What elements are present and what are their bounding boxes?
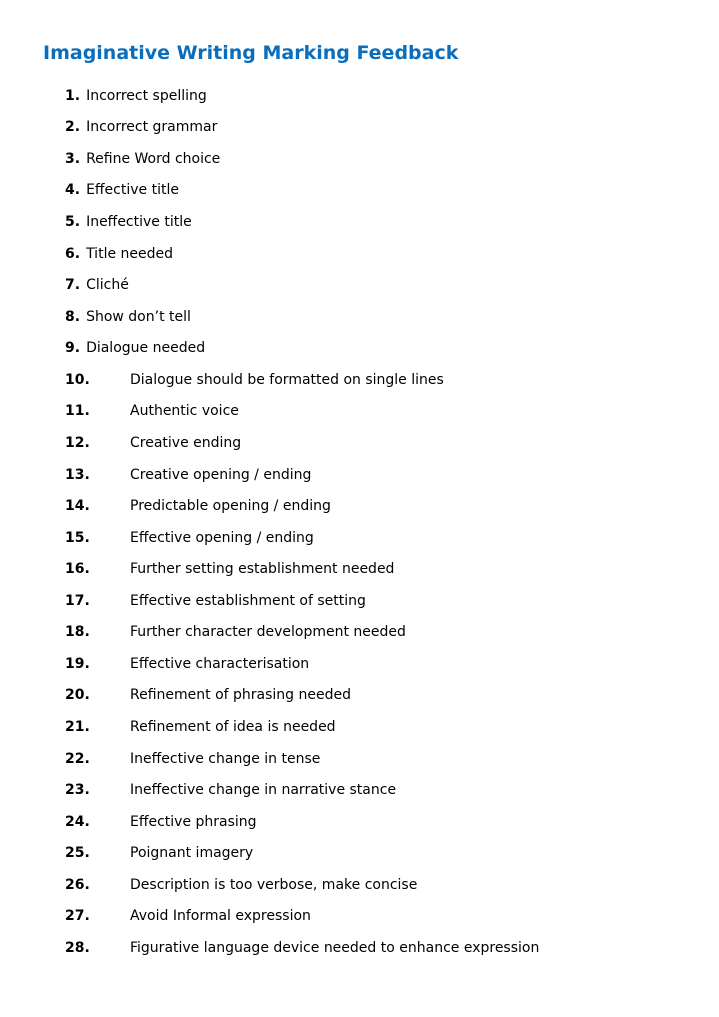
item-number: 25. bbox=[65, 845, 90, 862]
list-item bbox=[65, 364, 539, 396]
list-item bbox=[65, 80, 539, 112]
page-title: Imaginative Writing Marking Feedback bbox=[43, 42, 459, 64]
item-text: Effective opening / ending bbox=[130, 529, 314, 546]
list-item bbox=[65, 490, 539, 522]
item-text: Ineffective change in tense bbox=[130, 750, 321, 767]
item-text: Dialogue should be formatted on single lines bbox=[130, 371, 444, 388]
list-item bbox=[65, 869, 539, 901]
item-number: 27. bbox=[65, 908, 90, 925]
item-number: 5. bbox=[65, 214, 81, 231]
item-number: 28. bbox=[65, 939, 90, 956]
item-number: 8. bbox=[65, 308, 81, 325]
list-item bbox=[65, 743, 539, 775]
item-text: Incorrect spelling bbox=[86, 87, 207, 104]
item-text: Cliché bbox=[86, 277, 129, 294]
list-item bbox=[65, 143, 539, 175]
item-number: 6. bbox=[65, 245, 81, 262]
item-text: Effective phrasing bbox=[130, 813, 257, 830]
item-text: Further setting establishment needed bbox=[130, 561, 395, 578]
item-text: Predictable opening / ending bbox=[130, 498, 331, 515]
list-item bbox=[65, 333, 539, 365]
list-item bbox=[65, 206, 539, 238]
item-text: Effective characterisation bbox=[130, 655, 310, 672]
item-number: 18. bbox=[65, 624, 90, 641]
list-item bbox=[65, 175, 539, 207]
list-item bbox=[65, 459, 539, 491]
list-item bbox=[65, 648, 539, 680]
item-number: 21. bbox=[65, 719, 90, 736]
list-item bbox=[65, 932, 539, 964]
item-number: 23. bbox=[65, 782, 90, 799]
list-item bbox=[65, 585, 539, 617]
item-text: Authentic voice bbox=[130, 403, 239, 420]
list-item bbox=[65, 522, 539, 554]
item-number: 1. bbox=[65, 87, 81, 104]
item-number: 2. bbox=[65, 119, 81, 136]
item-text: Ineffective change in narrative stance bbox=[130, 782, 397, 799]
item-text: Refinement of phrasing needed bbox=[130, 687, 351, 704]
item-text: Creative ending bbox=[130, 434, 242, 451]
item-number: 22. bbox=[65, 750, 90, 767]
item-text: Description is too verbose, make concise bbox=[130, 876, 418, 893]
list-item bbox=[65, 711, 539, 743]
list-item bbox=[65, 617, 539, 649]
list-item bbox=[65, 238, 539, 270]
list-item bbox=[65, 553, 539, 585]
item-text: Show don’t tell bbox=[86, 308, 191, 325]
list-item bbox=[65, 269, 539, 301]
item-number: 19. bbox=[65, 655, 90, 672]
list-item bbox=[65, 301, 539, 333]
item-number: 13. bbox=[65, 466, 90, 483]
item-text: Refinement of idea is needed bbox=[130, 719, 336, 736]
list-item bbox=[65, 680, 539, 712]
item-text: Poignant imagery bbox=[130, 845, 254, 862]
item-text: Effective establishment of setting bbox=[130, 592, 366, 609]
list-item bbox=[65, 112, 539, 144]
item-number: 10. bbox=[65, 371, 90, 388]
item-text: Dialogue needed bbox=[86, 340, 206, 357]
item-text: Further character development needed bbox=[130, 624, 406, 641]
item-number: 7. bbox=[65, 277, 81, 294]
list-item bbox=[65, 838, 539, 870]
item-text: Figurative language device needed to enhance expression bbox=[130, 939, 540, 956]
item-text: Avoid Informal expression bbox=[130, 908, 311, 925]
item-text: Creative opening / ending bbox=[130, 466, 312, 483]
item-number: 3. bbox=[65, 150, 81, 167]
item-number: 16. bbox=[65, 561, 90, 578]
item-number: 4. bbox=[65, 182, 81, 199]
item-text: Incorrect grammar bbox=[86, 119, 218, 136]
item-number: 14. bbox=[65, 498, 90, 515]
list-item bbox=[65, 774, 539, 806]
item-number: 20. bbox=[65, 687, 90, 704]
feedback-list bbox=[65, 80, 539, 964]
list-item bbox=[65, 901, 539, 933]
item-number: 11. bbox=[65, 403, 90, 420]
item-text: Title needed bbox=[86, 245, 174, 262]
item-number: 24. bbox=[65, 813, 90, 830]
item-text: Refine Word choice bbox=[86, 150, 221, 167]
list-item bbox=[65, 806, 539, 838]
item-number: 9. bbox=[65, 340, 81, 357]
item-number: 26. bbox=[65, 876, 90, 893]
list-item bbox=[65, 396, 539, 428]
list-item bbox=[65, 427, 539, 459]
item-text: Effective title bbox=[86, 182, 179, 199]
item-number: 17. bbox=[65, 592, 90, 609]
item-number: 12. bbox=[65, 434, 90, 451]
item-number: 15. bbox=[65, 529, 90, 546]
item-text: Ineffective title bbox=[86, 214, 192, 231]
